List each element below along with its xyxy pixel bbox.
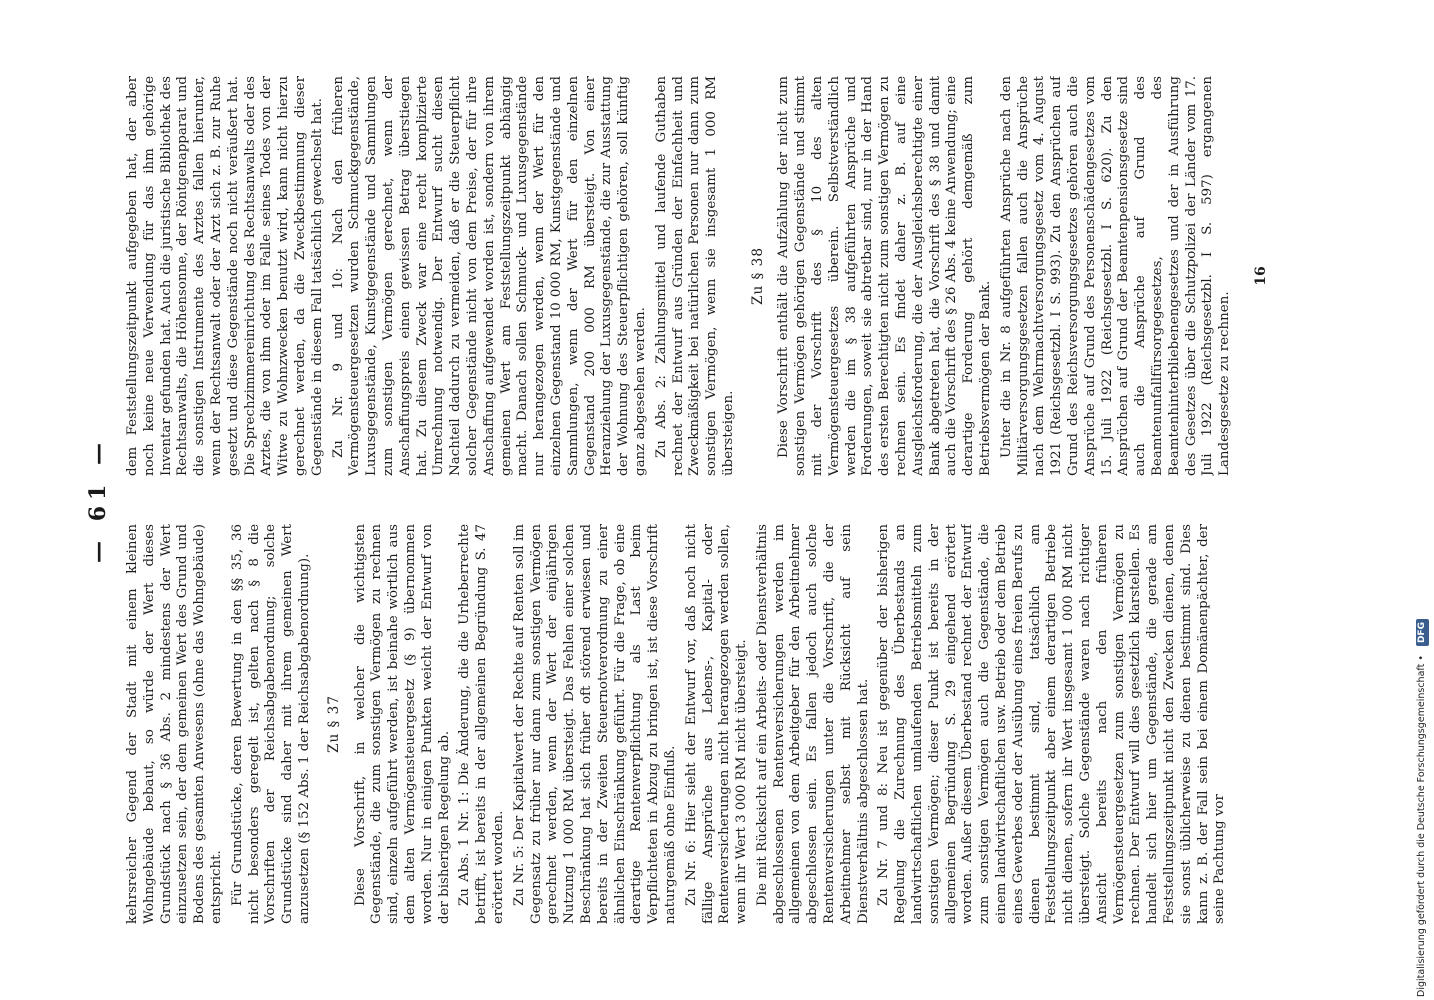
paragraph: Diese Vorschrift, in welcher die wichtigsten Gegenstände, die zum sonstigen Vermögen zu rechnen sind, einzeln aufgeführt werden, ist beinahe wörtlich aus dem alten Vermögensteuergesetz (§ 9) übernommen worden. Nur in einigen Punkten weicht der Entwurf von der bisherigen Regelung ab. — [352, 524, 452, 924]
page-signature: 16 — [1253, 266, 1269, 286]
paragraph: Zu Nr. 5: Der Kapitalwert der Rechte auf Renten soll im Gegensatz zu früher nur dann zum sonstigen Vermögen gerechnet werden, wenn der Wert der einjährigen Nutzung 1 000 RM übersteigt. Das Fehlen einer solchen Beschränkung hat sich früher oft störend erwiesen und bereits in der Zweiten Steuernotverordnung zu einer ähnlichen Einschränkung geführt. Für die Frage, ob eine derartige Rentenverpflichtung als Last beim Verpflichteten in Abzug zu bringen ist, ist diese Vorschrift naturgemäß ohne Einfluß. — [511, 524, 678, 924]
digitization-note-text: Digitalisierung gefördert durch die Deutsche Forschungsgemeinschaft • — [1416, 655, 1427, 997]
paragraph: kehrsreicher Gegend der Stadt mit einem kleinen Wohngebäude bebaut, so würde der Wert dieses Grundstück nach § 36 Abs. 2 mindestens der Wert einzusetzen sein, der dem gemeinen Wert des Grund und Bodens des gesamten Anwesens (ohne das Wohngebäude) entspricht. — [125, 524, 224, 924]
page-number: — 61 — — [85, 437, 111, 563]
paragraph: Für Grundstücke, deren Bewertung in den §§ 35, 36 nicht besonders geregelt ist, gelten nach § 8 die Vorschriften der Reichsabgabenordnung; solche Grundstücke sind daher mit ihrem gemeinen Wert anzusetzen (§ 152 Abs. 1 der Reichsabgabenordnung). — [229, 524, 312, 924]
paragraph: Zu Nr. 6: Hier sieht der Entwurf vor, daß noch nicht fällige Ansprüche aus Lebens-, Kapital- oder Rentenversicherungen nicht herangezogen werden sollen, wenn ihr Wert 3 000 RM nicht übersteigt. — [683, 524, 750, 924]
paragraph: Zu Abs. 2: Zahlungsmittel und laufende Guthaben rechnet der Entwurf aus Gründen der Einfachheit und Zweckmäßigkeit bei natürlichen Personen nur dann zum sonstigen Vermögen, wenn sie insgesamt 1 000 RM übersteigen. — [653, 76, 736, 476]
paragraph: Zu Nr. 9 und 10: Nach den früheren Vermögensteuergesetzen wurden Schmuckgegenstände, Luxusgegenstände, Kunstgegenstände und Sammlungen zum sonstigen Vermögen gerechnet, wenn der Anschaffungspreis einen gewissen Betrag überstiegen hat. Zu diesem Zweck war eine recht komplizierte Umrechnung notwendig. Der Entwurf sucht diesen Nachteil dadurch zu vermeiden, daß er die Steuerpflicht solcher Gegenstände nicht von dem Preise, der für ihre Anschaffung aufgewendet worden ist, sondern von ihrem gemeinen Wert am Feststellungszeitpunkt abhängig macht. Danach sollen Schmuck- und Luxusgegenstände nur herangezogen werden, wenn der Wert für den einzelnen Gegenstand 10 000 RM, Kunstgegenstände und Sammlungen, wenn der Wert für den einzelnen Gegenstand 200 000 RM übersteigt. Von einer Heranziehung der Luxusgegenstände, die zur Ausstattung der Wohnung des Steuerpflichtigen gehören, soll künftig ganz abgesehen werden. — [330, 76, 648, 476]
paragraph: Zu Nr. 7 und 8: Neu ist gegenüber der bisherigen Regelung die Zurechnung des Überbestands an landwirtschaftlichen umlaufenden Betriebsmitteln zum sonstigen Vermögen; dieser Punkt ist bereits in der allgemeinen Begründung S. 29 eingehend erörtert worden. Außer diesem Überbestand rechnet der Entwurf zum sonstigen Vermögen auch die Gegenstände, die einem landwirtschaftlichen usw. Betrieb oder dem Betrieb eines Gewerbes oder der Ausübung eines freien Berufs zu dienen bestimmt sind, tatsächlich am Feststellungszeitpunkt aber einem derartigen Betriebe nicht dienen, sofern ihr Wert insgesamt 1 000 RM nicht übersteigt. Solche Gegenstände waren nach richtiger Ansicht bereits nach den früheren Vermögensteuergesetzen zum sonstigen Vermögen zu rechnen. Der Entwurf will dies gesetzlich klarstellen. Es handelt sich hier um Gegenstände, die gerade am Feststellungszeitpunkt nicht den Zwecken dienen, denen sie sonst üblicherweise zu dienen bestimmt sind. Dies kann z. B. der Fall sein bei einem Domänenpächter, der seine Pachtung vor — [876, 524, 1228, 924]
section-heading: Zu § 38 — [749, 247, 766, 305]
paragraph: Diese Vorschrift enthält die Aufzählung der nicht zum sonstigen Vermögen gehörigen Gegenstände und stimmt mit der Vorschrift des § 10 des alten Vermögensteuergesetzes überein. Selbstverständlich werden die im § 38 aufgeführten Ansprüche und Forderungen, soweit sie abtretbar sind, nur in der Hand des ersten Berechtigten nicht zum sonstigen Vermögen zu rechnen sein. Es findet daher z. B. auf eine Ausgleichsforderung, die der Ausgleichsberechtigte einer Bank abgetreten hat, die Vorschrift des § 38 und damit auch die Vorschrift des § 26 Abs. 4 keine Anwendung; eine derartige Forderung gehört demgemäß zum Betriebsvermögen der Bank. — [776, 76, 994, 476]
left-text-column — [125, 524, 1265, 924]
document-page — [85, 50, 1275, 950]
paragraph: Zu Abs. 1 Nr. 1: Die Änderung, die die Urheberrechte betrifft, ist bereits in der allgemeinen Begründung S. 47 erörtert worden. — [457, 524, 506, 924]
section-heading: Zu § 37 — [325, 695, 342, 753]
digitization-note — [1414, 7, 1430, 997]
paragraph: dem Feststellungszeitpunkt aufgegeben hat, der aber noch keine neue Verwendung für das ihm gehörige Inventar gefunden hat. Auch die juristische Bibliothek des Rechtsanwalts, die Höhensonne, der Röntgenapparat und die sonstigen Instrumente des Arztes fallen hierunter, wenn der Rechtsanwalt oder der Arzt sich z. B. zur Ruhe gesetzt und diese Gegenstände noch nicht veräußert hat. Die Sprechzimmereinrichtung des Rechtsanwalts oder des Arztes, die von ihm oder im Falle seines Todes von der Witwe zu Wohnzwecken benutzt wird, kann nicht hierzu gerechnet werden, da die Zweckbestimmung dieser Gegenstände in diesem Fall tatsächlich gewechselt hat. — [125, 76, 325, 476]
paragraph: Die mit Rücksicht auf ein Arbeits- oder Dienstverhältnis abgeschlossenen Rentenversicherungen werden im allgemeinen von dem Arbeitgeber für den Arbeitnehmer abgeschlossen sein. Es fallen jedoch auch solche Rentenversicherungen unter die Vorschrift, die der Arbeitnehmer selbst mit Rücksicht auf sein Dienstverhältnis abgeschlossen hat. — [754, 524, 871, 924]
right-text-column — [125, 76, 1265, 476]
paragraph: Unter die in Nr. 8 aufgeführten Ansprüche nach den Militärversorgungsgesetzen fallen auch die Ansprüche nach dem Wehrmachtversorgungsgesetz vom 4. August 1921 (Reichsgesetzbl. I S. 993). Zu den Ansprüchen auf Grund des Reichsversorgungsgesetzes gehören auch die Ansprüche auf Grund des Personenschädengesetzes vom 15. Juli 1922 (Reichsgesetzbl. I S. 620). Zu den Ansprüchen auf Grund der Beamtenpensionsgesetze sind auch die Ansprüche auf Grund des Beamtenunfallfürsorgegesetzes, des Beamtenhinterbliebenengesetzes und der in Ausführung des Gesetzes über die Schutzpolizei der Länder vom 17. Juli 1922 (Reichsgesetzbl. I S. 597) ergangenen Landesgesetze zu rechnen. — [998, 76, 1233, 476]
dfg-logo: DFG — [1416, 619, 1429, 646]
